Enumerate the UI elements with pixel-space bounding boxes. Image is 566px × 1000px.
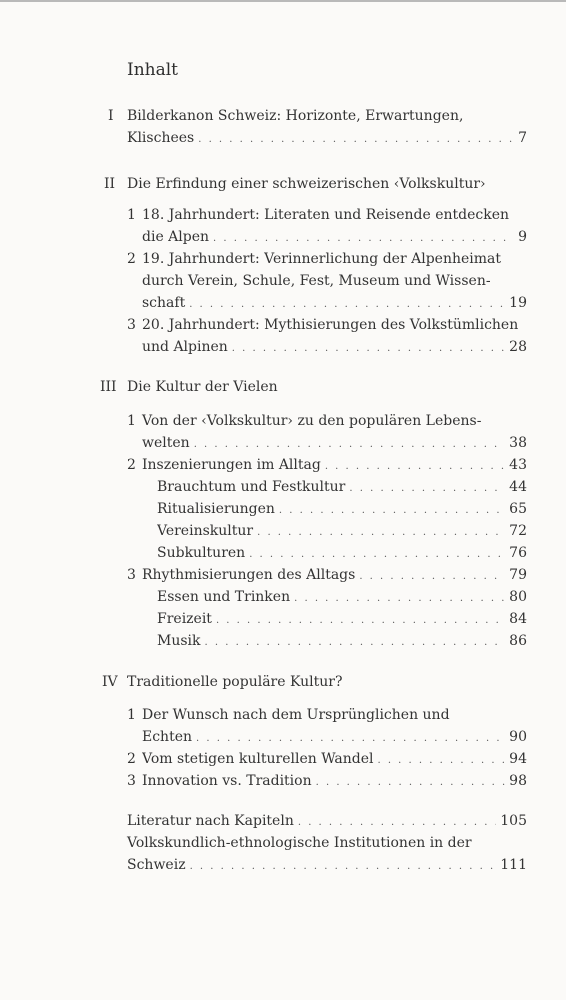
toc-entry[interactable] bbox=[142, 770, 527, 792]
leader-dots bbox=[194, 434, 505, 454]
toc-entry-text: 19. Jahrhundert: Verinnerlichung der Alpenheimat bbox=[142, 251, 501, 267]
leader-dots bbox=[189, 294, 505, 314]
item-number: 2 bbox=[127, 751, 136, 767]
toc-entry-text: Freizeit bbox=[157, 611, 212, 627]
page-number: 7 bbox=[518, 130, 527, 146]
toc-entry-text: Literatur nach Kapiteln bbox=[127, 813, 294, 829]
toc-entry-text: Ritualisierungen bbox=[157, 501, 275, 517]
leader-dots bbox=[198, 129, 514, 149]
page-number: 76 bbox=[509, 545, 527, 561]
toc-subentry[interactable] bbox=[157, 476, 527, 498]
toc-entry[interactable] bbox=[142, 226, 527, 248]
item-number: 1 bbox=[127, 707, 136, 723]
item-number: 1 bbox=[127, 207, 136, 223]
leader-dots bbox=[316, 772, 506, 792]
toc-entry[interactable] bbox=[127, 854, 527, 876]
toc-entry-text: Innovation vs. Tradition bbox=[142, 773, 312, 789]
toc-entry-text: welten bbox=[142, 435, 190, 451]
toc-entry-text: Schweiz bbox=[127, 857, 186, 873]
toc-subentry[interactable] bbox=[157, 608, 527, 630]
toc-entry[interactable] bbox=[127, 127, 527, 149]
top-edge-line bbox=[0, 0, 566, 2]
leader-dots bbox=[257, 522, 505, 542]
item-number: 2 bbox=[127, 251, 136, 267]
page-number: 111 bbox=[500, 857, 527, 873]
page-number: 84 bbox=[509, 611, 527, 627]
toc-entry-text: 20. Jahrhundert: Mythisierungen des Volkstümlichen bbox=[142, 317, 519, 333]
page-number: 19 bbox=[509, 295, 527, 311]
leader-dots bbox=[294, 588, 505, 608]
leader-dots bbox=[377, 750, 505, 770]
page-number: 90 bbox=[509, 729, 527, 745]
page-number: 9 bbox=[518, 229, 527, 245]
section-numeral: II bbox=[104, 176, 116, 192]
toc-entry[interactable] bbox=[142, 748, 527, 770]
toc-subentry[interactable] bbox=[157, 630, 527, 652]
toc-heading: Inhalt bbox=[127, 60, 179, 80]
leader-dots bbox=[190, 856, 497, 876]
page-number: 80 bbox=[509, 589, 527, 605]
item-number: 2 bbox=[127, 457, 136, 473]
section-numeral: III bbox=[100, 379, 117, 395]
page-number: 65 bbox=[509, 501, 527, 517]
page-number: 72 bbox=[509, 523, 527, 539]
leader-dots bbox=[213, 228, 514, 248]
toc-entry-text: Rhythmisierungen des Alltags bbox=[142, 567, 356, 583]
item-number: 3 bbox=[127, 317, 136, 333]
toc-entry-text: Vereinskultur bbox=[157, 523, 254, 539]
item-number: 3 bbox=[127, 773, 136, 789]
leader-dots bbox=[249, 544, 505, 564]
toc-entry-text: schaft bbox=[142, 295, 186, 311]
leader-dots bbox=[325, 456, 505, 476]
page-number: 105 bbox=[500, 813, 527, 829]
toc-entry-text: Echten bbox=[142, 729, 193, 745]
toc-entry-text: Von der ‹Volkskultur› zu den populären Lebens- bbox=[142, 413, 482, 429]
toc-entry[interactable] bbox=[142, 454, 527, 476]
page-number: 44 bbox=[509, 479, 527, 495]
toc-entry[interactable] bbox=[142, 564, 527, 586]
toc-entry-text: und Alpinen bbox=[142, 339, 228, 355]
page-number: 98 bbox=[509, 773, 527, 789]
toc-subentry[interactable] bbox=[157, 520, 527, 542]
toc-entry[interactable] bbox=[142, 336, 527, 358]
item-number: 3 bbox=[127, 567, 136, 583]
section-title: Die Kultur der Vielen bbox=[127, 379, 278, 395]
toc-entry[interactable] bbox=[142, 726, 527, 748]
section-numeral: I bbox=[108, 108, 114, 124]
leader-dots bbox=[232, 338, 505, 358]
toc-entry-text: Klischees bbox=[127, 130, 195, 146]
page-number: 86 bbox=[509, 633, 527, 649]
toc-entry-text: Essen und Trinken bbox=[157, 589, 291, 605]
toc-entry[interactable] bbox=[127, 810, 527, 832]
leader-dots bbox=[359, 566, 505, 586]
toc-entry[interactable] bbox=[142, 292, 527, 314]
page-number: 28 bbox=[509, 339, 527, 355]
leader-dots bbox=[279, 500, 505, 520]
toc-entry-text: Vom stetigen kulturellen Wandel bbox=[142, 751, 374, 767]
toc-entry[interactable] bbox=[142, 432, 527, 454]
toc-entry-text: Subkulturen bbox=[157, 545, 246, 561]
page-number: 79 bbox=[509, 567, 527, 583]
toc-entry-text: Der Wunsch nach dem Ursprünglichen und bbox=[142, 707, 450, 723]
section-numeral: IV bbox=[102, 674, 118, 690]
toc-entry-text: durch Verein, Schule, Fest, Museum und Wissen- bbox=[142, 273, 491, 289]
page-number: 94 bbox=[509, 751, 527, 767]
section-title: Die Erfindung einer schweizerischen ‹Volkskultur› bbox=[127, 176, 486, 192]
toc-subentry[interactable] bbox=[157, 498, 527, 520]
toc-entry-text: Volkskundlich-ethnologische Institutionen in der bbox=[127, 835, 472, 851]
toc-entry-text: Inszenierungen im Alltag bbox=[142, 457, 321, 473]
leader-dots bbox=[298, 812, 496, 832]
item-number: 1 bbox=[127, 413, 136, 429]
section-title: Traditionelle populäre Kultur? bbox=[127, 674, 343, 690]
toc-entry-text: 18. Jahrhundert: Literaten und Reisende entdecken bbox=[142, 207, 510, 223]
leader-dots bbox=[205, 632, 506, 652]
toc-entry-text: Brauchtum und Festkultur bbox=[157, 479, 346, 495]
leader-dots bbox=[196, 728, 505, 748]
page-number: 38 bbox=[509, 435, 527, 451]
toc-subentry[interactable] bbox=[157, 586, 527, 608]
leader-dots bbox=[216, 610, 505, 630]
toc-subentry[interactable] bbox=[157, 542, 527, 564]
page-number: 43 bbox=[509, 457, 527, 473]
toc-entry-text: die Alpen bbox=[142, 229, 210, 245]
leader-dots bbox=[349, 478, 505, 498]
toc-entry-text: Bilderkanon Schweiz: Horizonte, Erwartungen, bbox=[127, 108, 464, 124]
toc-entry-text: Musik bbox=[157, 633, 201, 649]
